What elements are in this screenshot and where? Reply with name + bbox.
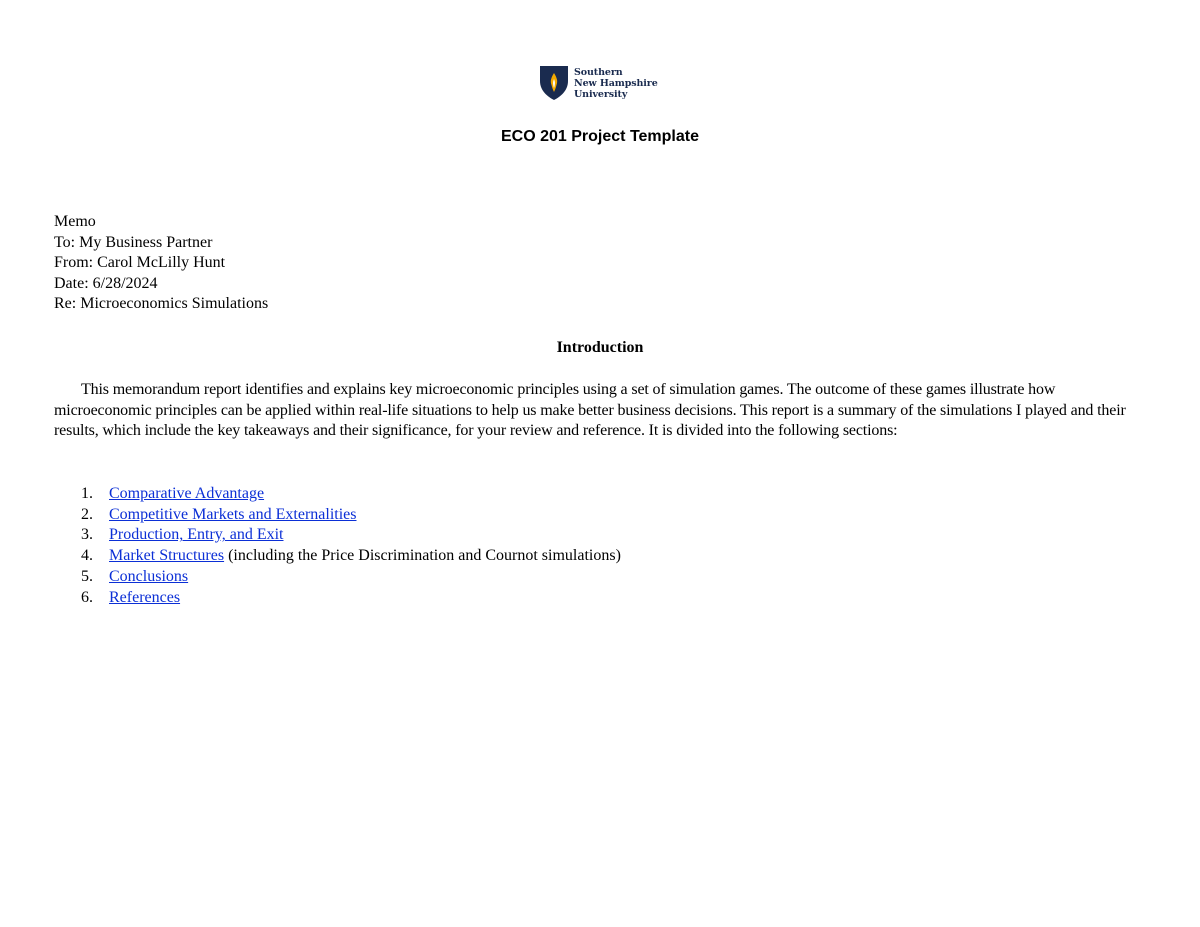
list-item (54, 505, 621, 526)
section-list (54, 484, 621, 608)
list-number: 5. (81, 567, 93, 585)
list-number: 1. (81, 485, 93, 502)
list-item (54, 588, 621, 609)
list-number: 6. (81, 588, 93, 606)
memo-re: Re: Microeconomics Simulations (54, 295, 269, 313)
list-number: 4. (81, 547, 93, 565)
list-item (54, 484, 621, 505)
logo-line-1: Southern (574, 66, 623, 78)
list-item (54, 525, 621, 546)
logo-wordmark (574, 67, 658, 100)
memo-heading: Memo (54, 213, 96, 230)
introduction-heading: Introduction (556, 339, 644, 356)
list-item (54, 567, 621, 588)
list-number: 2. (81, 505, 93, 523)
section-note: (including the Price Discrimination and Cournot simulations) (228, 547, 621, 565)
memo-header (54, 212, 268, 315)
document-title: ECO 201 Project Template (501, 128, 699, 145)
logo-line-2: New Hampshire (574, 77, 658, 89)
section-link-references[interactable]: References (109, 588, 181, 606)
shield-flame-icon (539, 65, 569, 101)
section-link-competitive-markets[interactable]: Competitive Markets and Externalities (109, 505, 357, 523)
memo-from: From: Carol McLilly Hunt (54, 254, 226, 272)
section-link-production-entry-exit[interactable]: Production, Entry, and Exit (109, 526, 284, 544)
section-link-comparative-advantage[interactable]: Comparative Advantage (109, 485, 265, 502)
introduction-body: This memorandum report identifies and explains key microeconomic principles using a set of simulation games. The outcome of these games illustrate how microeconomic principles can be applied within real-life situations to help us make better business decisions. This report is a summary of the simulations I played and their results, which include the key takeaways and their significance, for your review and reference. It is divided into the following sections: (54, 381, 1126, 440)
university-logo (539, 65, 658, 101)
list-number: 3. (81, 526, 93, 544)
memo-to: To: My Business Partner (54, 233, 213, 251)
memo-date: Date: 6/28/2024 (54, 274, 158, 292)
section-link-market-structures[interactable]: Market Structures (109, 547, 225, 565)
list-item (54, 546, 621, 567)
section-link-conclusions[interactable]: Conclusions (109, 567, 189, 585)
logo-line-3: University (574, 88, 628, 100)
